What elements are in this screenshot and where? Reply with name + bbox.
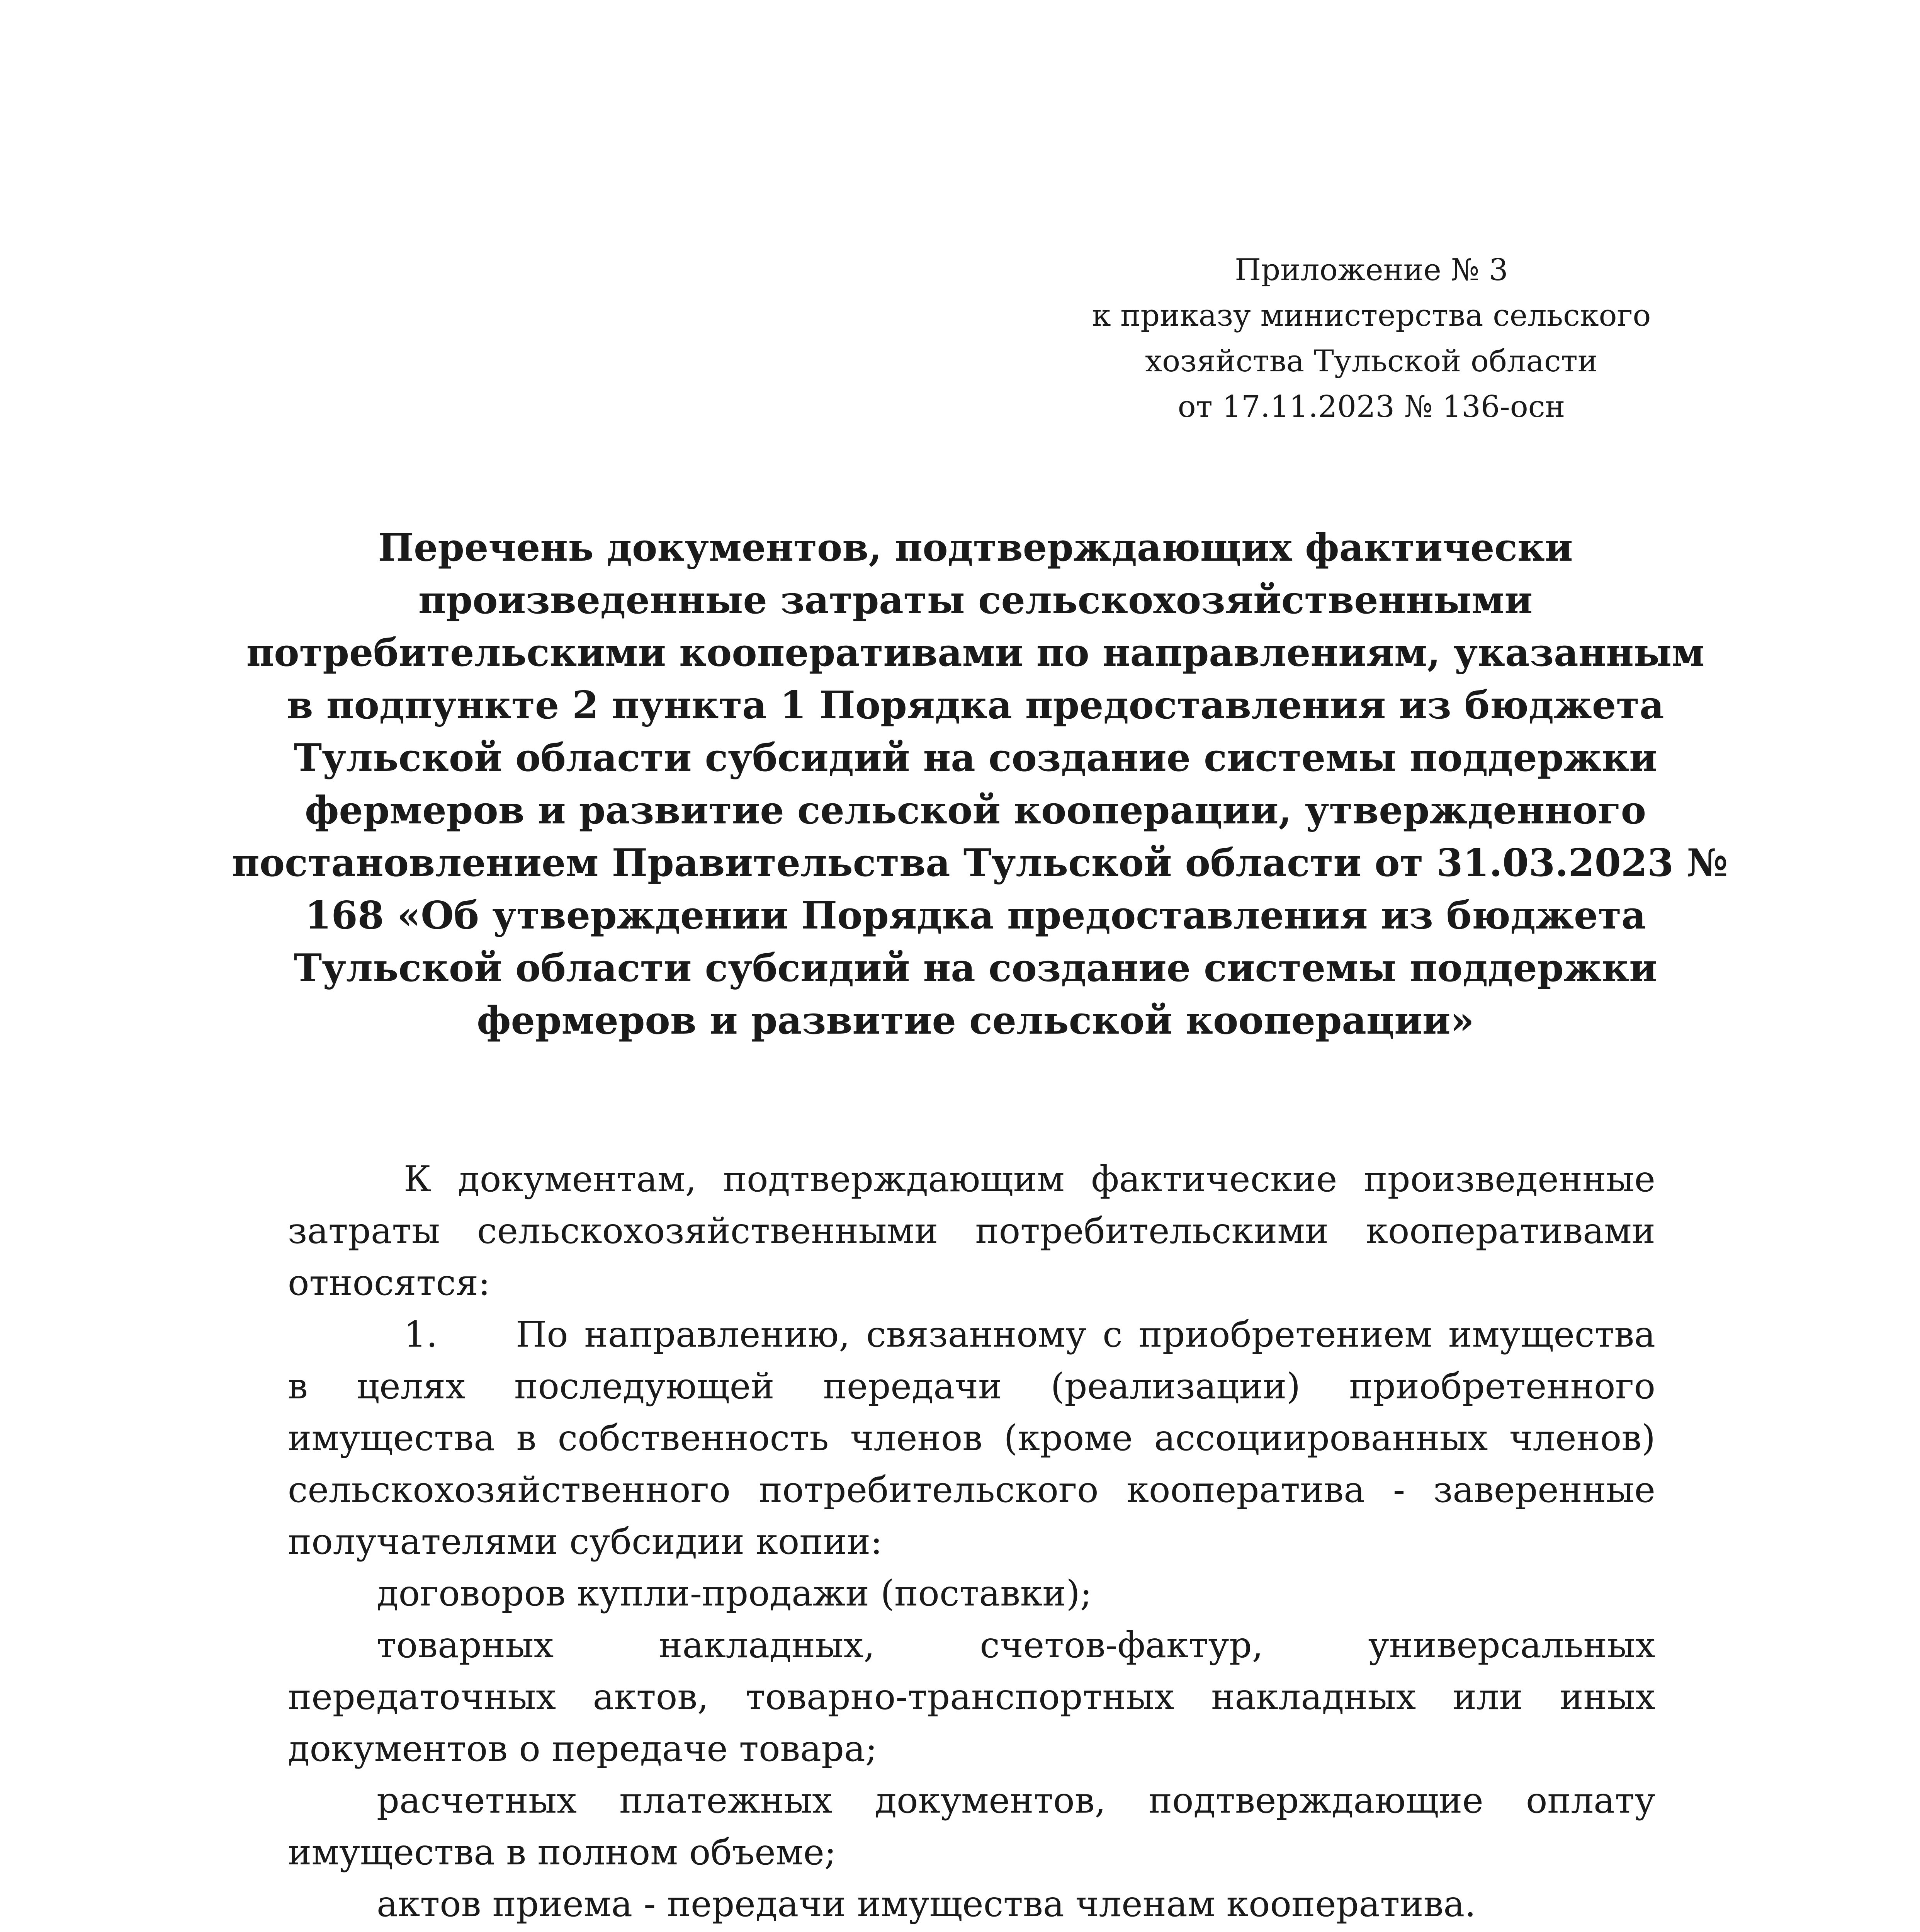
item1-line: в целях последующей передачи (реализации) приобретенного [288, 1366, 1655, 1407]
item1-doc-payments: расчетных платежных документов, подтверждающие оплату [377, 1780, 1655, 1821]
title-line: в подпункте 2 пункта 1 Порядка предоставления из бюджета [287, 683, 1664, 728]
title-line: произведенные затраты сельскохозяйственными [418, 578, 1533, 622]
document-body [288, 1153, 1655, 1932]
item1-heading-text: По направлению, связанному с приобретением имущества [516, 1314, 1655, 1355]
item1-doc-payments: имущества в полном объеме; [288, 1832, 836, 1873]
intro-line: К документам, подтверждающим фактические произведенные [404, 1158, 1655, 1200]
document-title [232, 522, 1728, 1047]
appendix-ministry: хозяйства Тульской области [1145, 344, 1598, 379]
title-line: 168 «Об утверждении Порядка предоставления из бюджета [305, 893, 1646, 938]
item1-line: получателями субсидии копии: [288, 1521, 883, 1562]
item2-line [288, 1930, 1655, 1932]
item1-doc-invoices: товарных накладных, счетов-фактур, универсальных [377, 1624, 1655, 1666]
item1-doc-invoices: передаточных актов, товарно-транспортных накладных или иных [288, 1676, 1655, 1718]
appendix-number: Приложение № 3 [1235, 253, 1508, 287]
item1-doc-invoices: документов о передаче товара; [288, 1728, 877, 1769]
title-line: фермеров и развитие сельской кооперации» [477, 998, 1474, 1043]
title-line: Тульской области субсидий на создание системы поддержки [294, 946, 1657, 990]
item1-line: сельскохозяйственного потребительского кооператива - заверенные [288, 1469, 1655, 1510]
appendix-order-ref: к приказу министерства сельского [1092, 298, 1651, 333]
appendix-header [1004, 247, 1738, 430]
intro-line: относятся: [288, 1262, 491, 1303]
title-line: постановлением Правительства Тульской области от 31.03.2023 № [232, 841, 1728, 885]
title-line: Перечень документов, подтверждающих фактически [378, 526, 1573, 570]
title-line: фермеров и развитие сельской кооперации, утвержденного [304, 788, 1646, 833]
item1-doc-acts: актов приема - передачи имущества членам кооператива. [377, 1883, 1476, 1925]
title-line: потребительскими кооперативами по направлениям, указанным [246, 631, 1705, 675]
appendix-date: от 17.11.2023 № 136-осн [1177, 389, 1565, 424]
item1-number: 1. [404, 1314, 438, 1355]
intro-line: затраты сельскохозяйственными потребительскими кооперативами [288, 1210, 1655, 1252]
item1-line: имущества в собственность членов (кроме ассоциированных членов) [288, 1417, 1655, 1459]
item1-doc-contracts: договоров купли-продажи (поставки); [377, 1573, 1092, 1614]
title-line: Тульской области субсидий на создание системы поддержки [294, 736, 1657, 780]
item1-first-line [288, 1309, 1655, 1361]
